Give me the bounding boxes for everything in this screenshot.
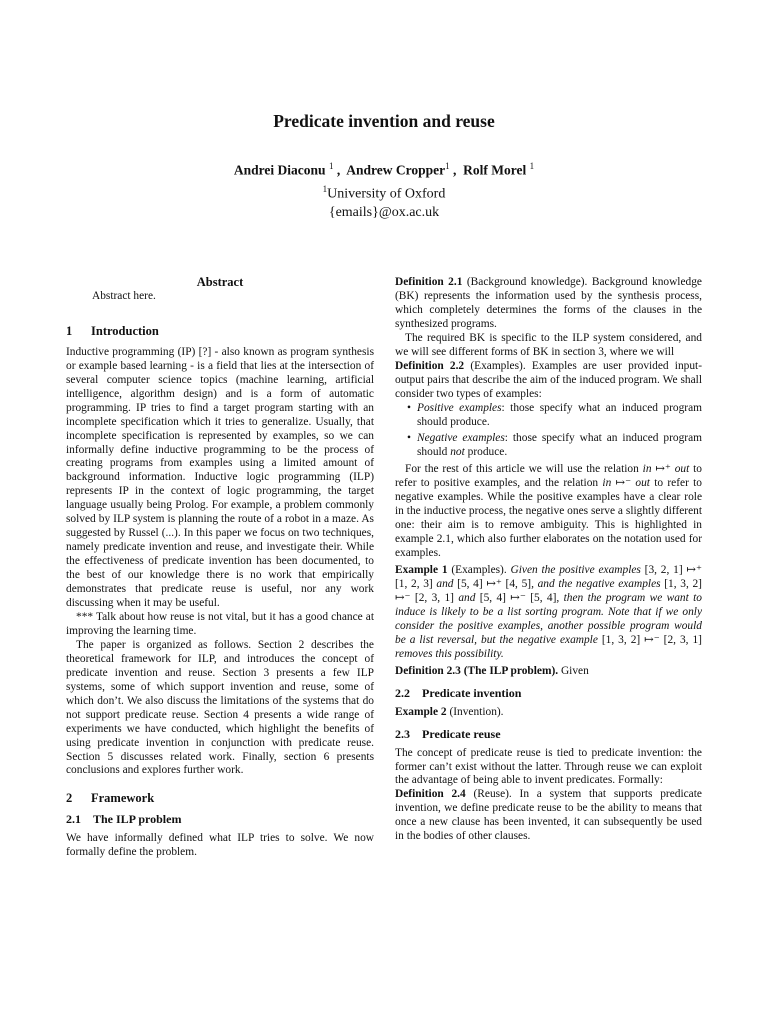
positive-relation: in ↦⁺ out	[642, 463, 690, 476]
author-list: Andrei Diaconu $^1$ , Andrew Cropper$^1$ , Rolf Morel $^1$	[233, 161, 535, 178]
right-column	[395, 276, 702, 844]
affiliation-mark: 1	[445, 161, 450, 171]
definition-background-knowledge: Definition 2.1 (Background knowledge). Background knowledge (BK) represents the information used by the synthesis process, which completely determines the forms of the clauses in the synthesized programs.	[395, 276, 702, 330]
email: {emails}@ox.ac.uk	[328, 205, 440, 220]
section-heading-framework: 2 Framework	[66, 791, 155, 806]
affiliation: $^1$University of Oxford	[322, 184, 446, 202]
paragraph: *** Talk about how reuse is not vital, but it has a good chance at improving the learning time.	[66, 610, 374, 637]
author-name: Andrei Diaconu	[233, 162, 326, 178]
affiliation-mark: 1	[529, 161, 535, 171]
list-item: • Positive examples: those specify what an induced program should produce.	[407, 401, 702, 428]
example-examples: Example 1 (Examples). Given the positive examples [3, 2, 1] ↦⁺ [1, 2, 3] and [5, 4] ↦⁺ [4, 5], and the negative examples [1, 3, 2] ↦⁻ [2, 3, 1] and [5, 4] ↦⁻ [5, 4], then the program we want to induce is likely to be a list sorting program. Note that if we only consider the positive examples, another possible program would be a list reversal, but the negative example [1, 3, 2] ↦⁻ [2, 3, 1] removes this possibility.	[395, 564, 703, 660]
negative-relation: in ↦⁻ out	[602, 477, 650, 490]
author-name: Rolf Morel	[463, 162, 527, 178]
paragraph: For the rest of this article we will use the relation in ↦⁺ out to refer to positive examples, and the relation in ↦⁻ out to refer to negative examples. While the positive examples have a clear role in the inductive process, the negative ones serve a slightly different one: their aim is to remove ambiguity. This is highlighted in example 2.1, which also further elaborates on the notation used for examples.	[395, 463, 703, 560]
definition-examples: Definition 2.2 (Examples). Examples are user provided input-output pairs that describe the aim of the induced program. We shall consider two types of examples:	[395, 359, 702, 400]
example-invention: Example 2 (Invention).	[395, 705, 504, 718]
paragraph: The paper is organized as follows. Section 2 describes the theoretical framework for ILP, and introduces the concept of predicate invention and reuse. Section 3 presents a few ILP systems, some of which support invention and reuse, some of which don’t. We also discuss the limitations of the systems that do not support predicate reuse. Section 4 presents a wide range of experiments we have conducted, which highlight the benefits of using predicate invention in conjunction with predicate reuse. Section 5 discusses related work. Finally, section 6 presents conclusions and explores further work.	[66, 638, 374, 777]
paragraph: Inductive programming (IP) [?] - also known as program synthesis or example based learning - is a field that lies at the intersection of several computer science topics (machine learning, artificial intelligence, algorithm design) and is a form of automatic programming. IP tries to find a target program starting with an incomplete specification which it tries to generalize. Usually, that incomplete specification is represented by examples, so we can informally define inductive programming to be the process of creating programs from examples using a limited amount of background information. Inductive logic programming (ILP) represents IP in the context of logic programming, the target language usually being Prolog. For example, a problem commonly solved by ILP system is planning the route of a robot in a maze. As suggested by Russel (...). In this paper we focus on two techniques, namely predicate invention and reuse, and investigate their. While the effectiveness of predicate invention has been documented, to the best of our knowledge there is no work that empirically demonstrates that predicate reuse is useful, nor any work discussing when it may be useful.	[66, 345, 374, 610]
abstract-text: Abstract here.	[92, 289, 156, 302]
abstract-heading: Abstract	[196, 275, 244, 289]
paragraph: We have informally defined what ILP tries to solve. We now formally define the problem.	[66, 832, 374, 859]
left-column	[66, 276, 374, 860]
subsection-heading-ilp-problem: 2.1 The ILP problem	[66, 812, 182, 827]
section-heading-introduction: 1 Introduction	[66, 323, 159, 338]
paper-title: Predicate invention and reuse	[273, 111, 495, 131]
affiliation-mark: 1	[328, 161, 334, 171]
definition-ilp-problem: Definition 2.3 (The ILP problem). Given	[395, 664, 589, 677]
examples-list	[395, 402, 702, 461]
subsection-heading-predicate-reuse: 2.3 Predicate reuse	[395, 726, 501, 741]
paragraph: The required BK is specific to the ILP system considered, and we will see different forms of BK in section 3, where we will	[395, 331, 702, 358]
definition-reuse: Definition 2.4 (Reuse). In a system that supports predicate invention, we define predicate reuse to be the ability to means that once a new clause has been invented, it can subsequently be used in the bodies of other clauses.	[395, 788, 702, 843]
author-name: Andrew Cropper	[346, 162, 446, 178]
paragraph: The concept of predicate reuse is tied to predicate invention: the former can’t exist without the latter. Through reuse we can exploit the advantage of being able to invent predicates. Formally:	[395, 746, 702, 787]
list-item: • Negative examples: those specify what an induced program should not produce.	[407, 432, 702, 459]
subsection-heading-predicate-invention: 2.2 Predicate invention	[395, 685, 522, 700]
